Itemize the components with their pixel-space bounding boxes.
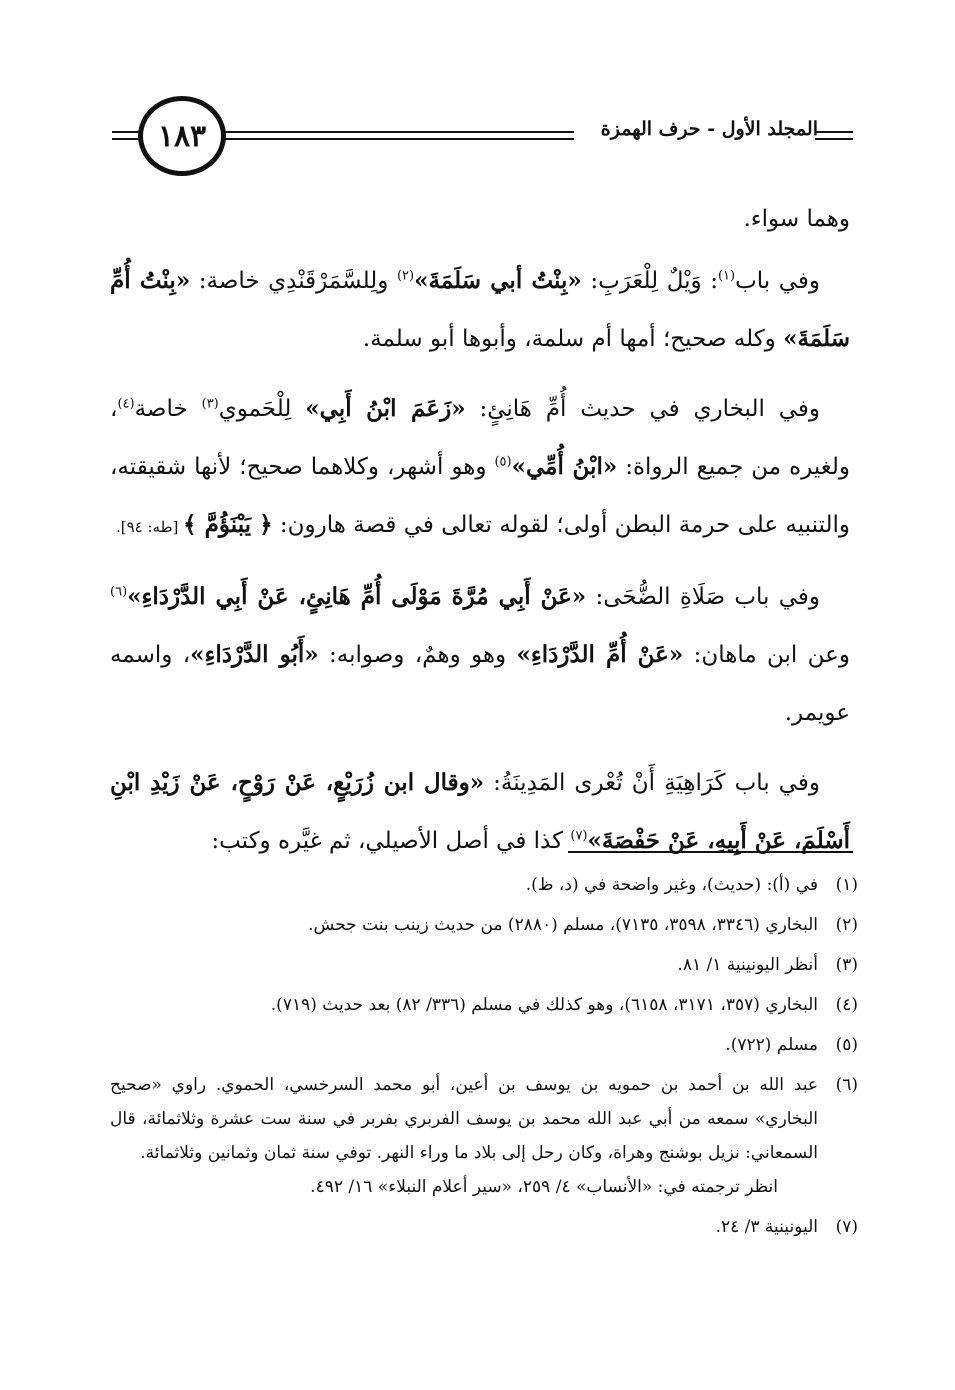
footnote-text: في (أ): (حديث)، وغير واضحة في (د، ظ). [525,875,818,895]
quran-reference: [طه: ٩٤]. [115,518,184,536]
text: وفي البخاري في حديث أُمِّ هَانِئٍ: [465,396,820,422]
footnotes [110,868,858,1250]
text: ولِلسَّمَرْقَنْدِي خاصة: [190,268,397,294]
text: وهو وهمٌ، وصوابه: [318,642,517,668]
footnote-text: البخاري (٣٣٤٦، ٣٥٩٨، ٧١٣٥)، مسلم (٢٨٨٠) من حديث زينب بنت جحش. [308,915,818,935]
footnote-text: مسلم (٧٢٢). [725,1035,818,1055]
page-number-badge [138,96,226,176]
quote: «بِنْتُ أُمِّ سَلَمَةَ» [110,267,850,352]
footnote-text: البخاري (٣٥٧، ٣١٧١، ٦١٥٨)، وهو كذلك في مسلم (٣٣٦/ ٨٢) بعد حديث (٧١٩). [270,995,818,1015]
footnote-number: (٢) [835,915,858,935]
footnote-number: (٤) [835,995,858,1015]
footnote-2 [110,908,858,942]
quran-quote: ﴿ يَبْنَؤُمَّ ﴾ [183,511,273,538]
footnote-4 [110,988,858,1022]
text: وفي باب [735,268,820,294]
text: ، ولغيره من جميع الرواة: [110,396,850,480]
paragraph-0: وهما سواء. [743,206,850,232]
quote: «زَعَمَ ابْنُ أَبِي» [305,395,466,422]
footnote-ref-4[interactable]: (٤) [117,396,135,412]
running-title: المجلد الأول - حرف الهمزة [600,118,818,140]
text: ، واسمه عويمر. [110,642,850,726]
text: وعن ابن ماهان: [683,642,850,668]
quote: «أَبُو الدَّرْدَاءِ» [190,641,319,668]
quote: «عَنْ أُمِّ الدَّرْدَاءِ» [516,641,684,668]
footnote-7 [110,1210,858,1244]
page-header [0,0,955,180]
text: لِلْحَموي [218,396,306,422]
paragraph-3 [110,568,850,742]
footnote-number: (٣) [835,955,858,975]
quote: «بِنْتُ أبي سَلَمَةَ» [414,267,582,294]
quote: «عَنْ أَبِي مُرَّةَ مَوْلَى أُمِّ هَانِئٍ، عَنْ أَبِي الدَّرْدَاءِ» [127,583,587,610]
footnote-text: اليونينية ٣/ ٢٤. [715,1217,818,1237]
footnote-number: (٥) [835,1035,858,1055]
paragraph-1 [110,252,850,368]
footnote-ref-2[interactable]: (٢) [396,268,415,284]
footnote-3 [110,948,858,982]
quote: «وقال ابن زُرَيْعٍ، عَنْ رَوْحٍ، عَنْ زَيْدِ ابْنِ أَسْلَمَ، عَنْ أَبِيهِ، عَنْ حَفْصَةَ» [110,769,850,854]
footnote-number: (٧) [835,1217,858,1237]
footnote-ref-5[interactable]: (٥) [494,454,512,470]
footnote-text: عبد الله بن أحمد بن حمويه بن يوسف بن أعين، أبو محمد السرخسي، الحموي. راوي «صحيح البخاري» سمعه من أبي عبد الله محمد بن يوسف الفربري بفربر في سنة ست عشرة وثلاثمائة، قال السمعاني: نزيل بوشنج وهراة، وكان رحل إلى بلاد ما وراء النهر. توفي سنة ثمان وثمانين وثلاثمائة. [110,1075,818,1163]
text: : وَيْلٌ لِلْعَرَبِ: [581,268,718,294]
footnote-6 [110,1068,858,1204]
footnote-number: (١) [835,875,858,895]
footnote-separator [568,851,853,853]
footnote-ref-3[interactable]: (٣) [201,396,219,412]
text: وهو أشهر، وكلاهما صحيح؛ لأنها شقيقته، والتنبيه على حرمة البطن أولى؛ لقوله تعالى في قصة هارون: [110,454,850,538]
text: وكله صحيح؛ أمها أم سلمة، وأبوها أبو سلمة. [362,326,784,352]
paragraph-2 [110,380,850,556]
footnote-1 [110,868,858,902]
quote: «ابْنُ أُمِّي» [511,453,618,480]
text: وفي باب صَلَاةِ الضُّحَى: [586,584,820,610]
footnote-text: انظر ترجمته في: «الأنساب» ٤/ ٢٥٩، «سير أعلام النبلاء» ١٦/ ٤٩٢. [310,1177,778,1197]
footnote-ref-7[interactable]: (٧) [570,828,588,844]
footnote-text: أنظر اليونينية ١/ ٨١. [677,955,818,975]
text: كذا في أصل الأصيلي، ثم غيَّره وكتب: [211,828,571,854]
footnote-number: (٦) [835,1075,858,1095]
main-text [110,190,850,882]
page-number: ١٨٣ [157,118,207,154]
text: خاصة [134,396,202,422]
header-rule-end [815,131,853,133]
text: وفي باب كَرَاهِيَةِ أَنْ تُعْرى المَدِينَةُ: [484,770,821,796]
footnote-5 [110,1028,858,1062]
footnote-ref-6[interactable]: (٦) [110,584,128,600]
header-rule-right [222,131,574,133]
header-rule-end-2 [815,138,853,140]
header-rule-right-2 [222,138,574,140]
footnote-ref-1[interactable]: (١) [717,268,736,284]
